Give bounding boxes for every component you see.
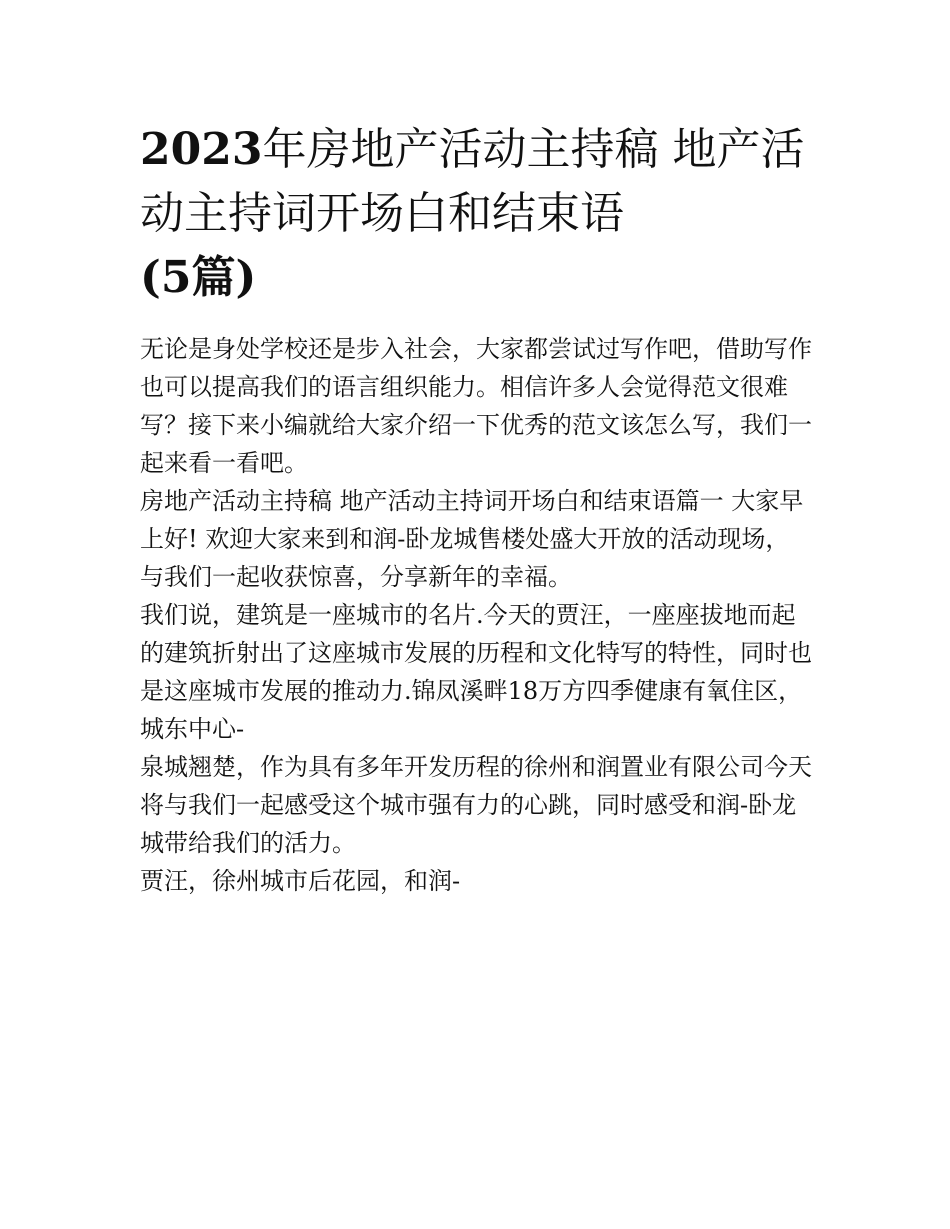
- title-count-open: (: [140, 252, 161, 303]
- title-year: 2023: [140, 124, 263, 175]
- paragraph-opening: 房地产活动主持稿 地产活动主持词开场白和结束语篇一 大家早上好! 欢迎大家来到和润-卧龙城售楼处盛大开放的活动现场，与我们一起收获惊喜，分享新年的幸福。: [140, 487, 804, 591]
- title-count-close: 篇): [191, 252, 257, 303]
- title-count-number: 5: [160, 252, 192, 303]
- paragraph-jiawang: 贾汪，徐州城市后花园，和润-: [140, 867, 461, 895]
- title-text: 年房地产活动主持稿 地产活动主持词开场白和结束语: [140, 124, 805, 239]
- paragraph-intro: 无论是身处学校还是步入社会，大家都尝试过写作吧，借助写作也可以提高我们的语言组织能力。相信许多人会觉得范文很难写？接下来小编就给大家介绍一下优秀的范文该怎么写，我们一起来看一看吧。: [140, 335, 812, 477]
- document-body: [140, 118, 812, 900]
- document-title: [140, 118, 812, 310]
- paragraph-company: 泉城翘楚，作为具有多年开发历程的徐州和润置业有限公司今天将与我们一起感受这个城市强有力的心跳，同时感受和润-卧龙城带给我们的活力。: [140, 753, 812, 857]
- paragraph-architecture: 我们说，建筑是一座城市的名片.今天的贾汪，一座座拔地而起的建筑折射出了这座城市发展的历程和文化特写的特性，同时也是这座城市发展的推动力.锦凤溪畔18万方四季健康有氧住区，城东中心-: [140, 601, 812, 743]
